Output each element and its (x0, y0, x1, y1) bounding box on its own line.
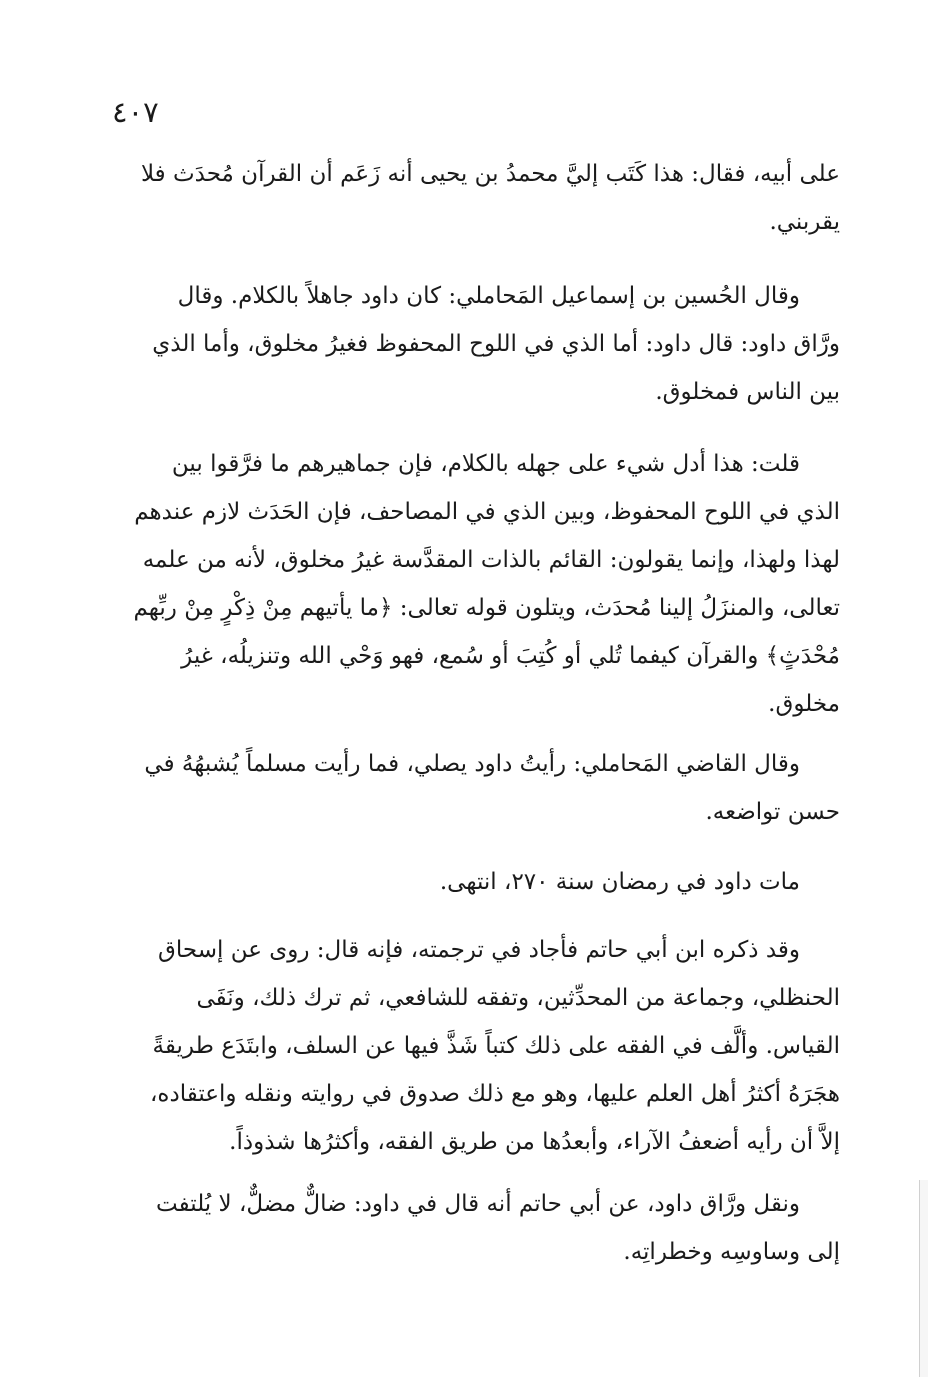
text-line: مُحْدَثٍ﴾ والقرآن كيفما تُلي أو كُتِبَ أو سُمع، فهو وَحْي الله وتنزيلُه، غيرُ (181, 643, 840, 669)
text-line: بين الناس فمخلوق. (655, 379, 840, 405)
paragraph-7 (118, 1180, 840, 1276)
text-line: وقد ذكره ابن أبي حاتم فأجاد في ترجمته، فإنه قال: روى عن إسحاق (158, 937, 800, 963)
text-line: يقربني. (769, 209, 840, 235)
text-line: قلت: هذا أدل شيء على جهله بالكلام، فإن جماهيرهم ما فرَّقوا بين (171, 451, 800, 477)
paragraph-3 (118, 440, 840, 728)
paragraph-2 (118, 272, 840, 416)
text-line: مخلوق. (768, 691, 840, 717)
paragraph-4 (118, 740, 840, 836)
text-line: وقال القاضي المَحاملي: رأيتُ داود يصلي، فما رأيت مسلماً يُشبهُهُ في (144, 751, 800, 777)
text-line: لهذا ولهذا، وإنما يقولون: القائم بالذات المقدَّسة غيرُ مخلوق، لأنه من علمه (142, 547, 840, 573)
text-line: الذي في اللوح المحفوظ، وبين الذي في المصاحف، فإن الحَدَث لازم عندهم (134, 499, 840, 525)
text-line: ورَّاق داود: قال داود: أما الذي في اللوح المحفوظ فغيرُ مخلوق، وأما الذي (152, 331, 840, 357)
text-line: على أبيه، فقال: هذا كَتَب إليَّ محمدُ بن يحيى أنه زَعَم أن القرآن مُحدَث فلا (140, 161, 840, 187)
paragraph-1 (118, 150, 840, 246)
page-number: ٤٠٧ (112, 95, 159, 129)
text-line: وقال الحُسين بن إسماعيل المَحاملي: كان داود جاهلاً بالكلام. وقال (177, 283, 800, 309)
text-line: هجَرَهُ أكثرُ أهل العلم عليها، وهو مع ذلك صدوق في روايته ونقله واعتقاده، (150, 1081, 840, 1107)
text-line: الحنظلي، وجماعة من المحدِّثين، وتفقه للشافعي، ثم ترك ذلك، ونَفَى (196, 985, 840, 1011)
text-line: مات داود في رمضان سنة ٢٧٠، انتهى. (439, 869, 800, 895)
page-edge (919, 1180, 928, 1377)
paragraph-6 (118, 926, 840, 1166)
text-line: ونقل ورَّاق داود، عن أبي حاتم أنه قال في داود: ضالٌّ مضلٌّ، لا يُلتفت (156, 1191, 800, 1217)
text-line: القياس. وألَّف في الفقه على ذلك كتباً شَذَّ فيها عن السلف، وابتَدَع طريقةً (152, 1033, 840, 1059)
paragraph-5 (118, 858, 840, 906)
text-line: تعالى، والمنزَلُ إلينا مُحدَث، ويتلون قوله تعالى: ﴿ما يأتيهم مِنْ ذِكْرٍ مِنْ ربِّهم (133, 595, 840, 621)
text-line: إلاَّ أن رأيه أضعفُ الآراء، وأبعدُها من طريق الفقه، وأكثرُها شذوذاً. (229, 1129, 840, 1155)
text-line: إلى وساوسِه وخطراتِه. (623, 1239, 840, 1265)
text-line: حسن تواضعه. (705, 799, 840, 825)
